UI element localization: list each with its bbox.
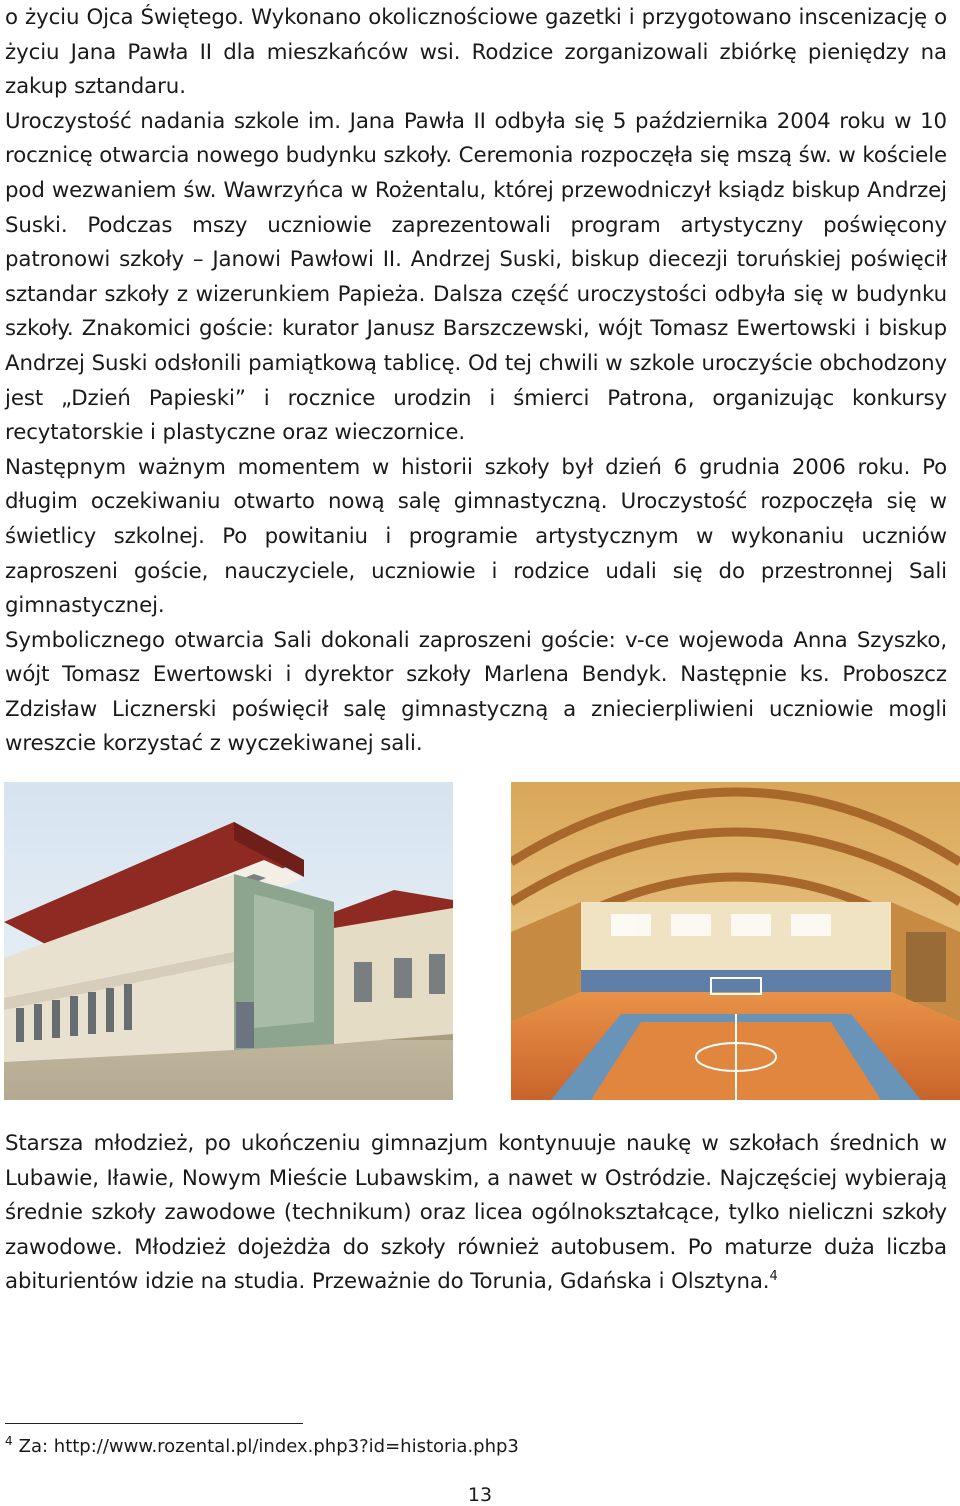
- main-text-top: [5, 1, 947, 762]
- sports-hall-photo: [511, 782, 960, 1100]
- paragraph: Uroczystość nadania szkole im. Jana Pawła II odbyła się 5 października 2004 roku w 10 rocznicę otwarcia nowego budynku szkoły. Ceremonia rozpoczęła się mszą św. w kościele pod wezwaniem św. Wawrzyńca w Rożentalu, której przewodniczył ksiądz biskup Andrzej Suski. Podczas mszy uczniowie zaprezentowali program artystyczny poświęcony patronowi szkoły – Janowi Pawłowi II. Andrzej Suski, biskup diecezji toruńskiej poświęcił sztandar szkoły z wizerunkiem Papieża. Dalsza część uroczystości odbyła się w budynku szkoły. Znakomici goście: kurator Janusz Barszczewski, wójt Tomasz Ewertowski i biskup Andrzej Suski odsłonili pamiątkową tablicę. Od tej chwili w szkole uroczyście obchodzony jest „Dzień Papieski” i rocznice urodzin i śmierci Patrona, organizując konkursy recytatorskie i plastyczne oraz wieczornice.: [5, 108, 948, 446]
- page-number: 13: [467, 1484, 493, 1506]
- paragraph-text: Starsza młodzież, po ukończeniu gimnazjum kontynuuje naukę w szkołach średnich w Lubawie, Iławie, Nowym Mieście Lubawskim, a nawet w Ostródzie. Najczęściej wybierają średnie szkoły zawodowe (technikum) oraz licea ogólnokształcące, tylko nieliczni szkoły zawodowe. Młodzież dojeżdża do szkoły również autobusem. Po maturze duża liczba abiturientów idzie na studia. Przeważnie do Torunia, Gdańska i Olsztyna.: [5, 1131, 947, 1295]
- main-text-bottom: [5, 1127, 947, 1300]
- paragraph: Symbolicznego otwarcia Sali dokonali zaproszeni goście: v-ce wojewoda Anna Szyszko, wójt Tomasz Ewertowski i dyrektor szkoły Marlena Bendyk. Następnie ks. Proboszcz Zdzisław Licznerski poświęcił salę gimnastyczną a zniecierpliwieni uczniowie mogli wreszcie korzystać z wyczekiwanej sali.: [5, 627, 947, 757]
- footnote-number: 4: [5, 1434, 13, 1448]
- school-building-photo: [4, 782, 453, 1100]
- footnote-separator: [5, 1423, 303, 1424]
- footnote: [5, 1434, 519, 1460]
- footnote-reference[interactable]: 4: [769, 1269, 778, 1285]
- footnote-text: Za: http://www.rozental.pl/index.php3?id=historia.php3: [18, 1436, 519, 1457]
- paragraph: Następnym ważnym momentem w historii szkoły był dzień 6 grudnia 2006 roku. Po długim oczekiwaniu otwarto nową salę gimnastyczną. Uroczystość rozpoczęła się w świetlicy szkolnej. Po powitaniu i programie artystycznym w wykonaniu uczniów zaproszeni goście, nauczyciele, uczniowie i rodzice udali się do przestronnej Sali gimnastycznej.: [5, 454, 947, 619]
- paragraph: [5, 1127, 947, 1300]
- paragraph: o życiu Ojca Świętego. Wykonano okolicznościowe gazetki i przygotowano inscenizację o życiu Jana Pawła II dla mieszkańców wsi. Rodzice zorganizowali zbiórkę pieniędzy na zakup sztandaru.: [5, 5, 947, 100]
